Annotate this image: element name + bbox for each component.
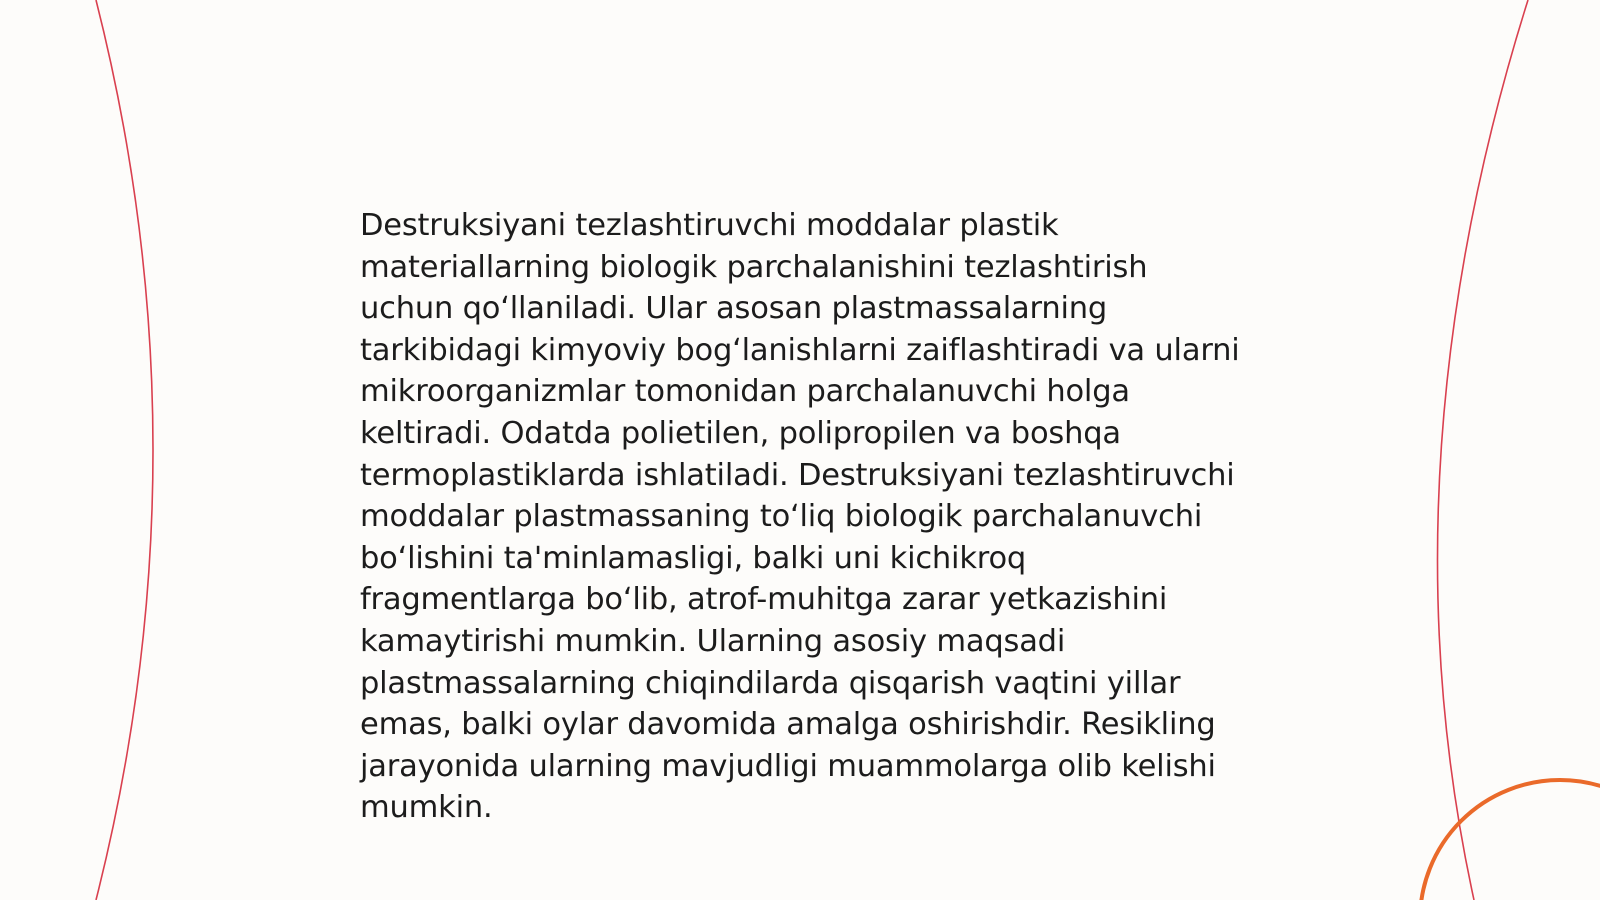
- orange-arc: [1420, 780, 1600, 900]
- right-curve-line: [1437, 0, 1528, 900]
- left-curve-line: [96, 0, 153, 900]
- body-paragraph: Destruksiyani tezlashtiruvchi moddalar plastik materiallarning biologik parchalanishini tezlashtirish uchun qo‘llaniladi. Ular asosan plastmassalarning tarkibidagi kimyoviy bog‘lanishlarni zaiflashtiradi va ularni mikroorganizmlar tomonidan parchalanuvchi holga keltiradi. Odatda polietilen, polipropilen va boshqa termoplastiklarda ishlatiladi. Destruksiyani tezlashtiruvchi moddalar plastmassaning to‘liq biologik parchalanuvchi bo‘lishini ta'minlamasligi, balki uni kichikroq fragmentlarga bo‘lib, atrof-muhitga zarar yetkazishini kamaytirishi mumkin. Ularning asosiy maqsadi plastmassalarning chiqindilarda qisqarish vaqtini yillar emas, balki oylar davomida amalga oshirishdir. Resikling jarayonida ularning mavjudligi muammolarga olib kelishi mumkin.: [360, 208, 1240, 826]
